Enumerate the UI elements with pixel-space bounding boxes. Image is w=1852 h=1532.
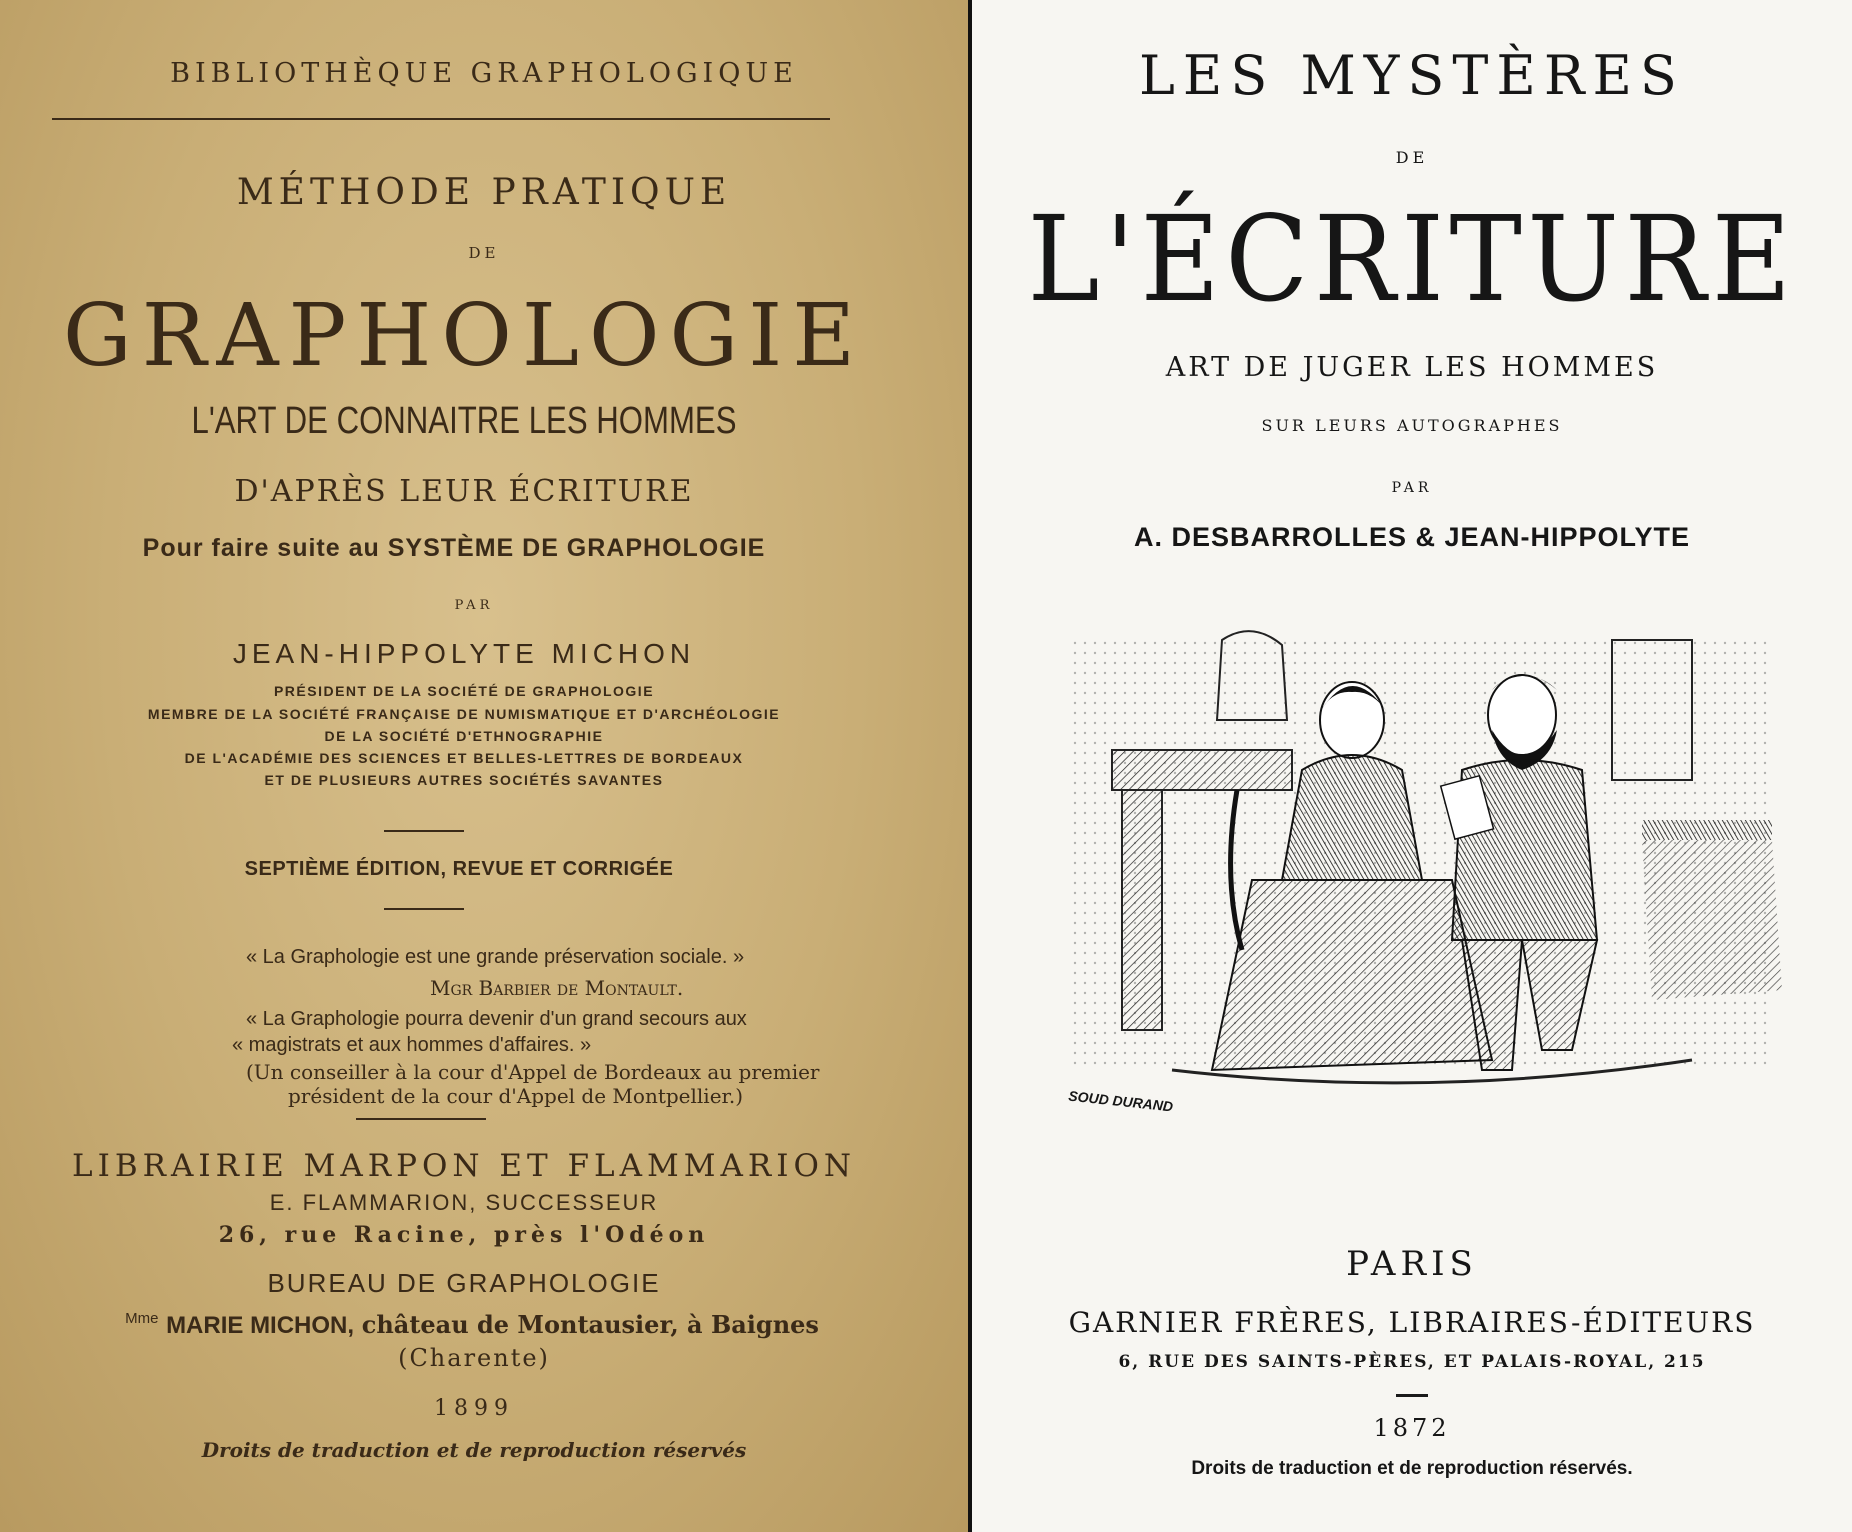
short-rule	[384, 908, 464, 910]
bureau-prefix: Mme	[125, 1310, 159, 1327]
subtitle-2: SUR LEURS AUTOGRAPHES	[1261, 416, 1563, 435]
credential-line: ET DE PLUSIEURS AUTRES SOCIÉTÉS SAVANTES	[264, 772, 664, 788]
subtitle-1: ART DE JUGER LES HOMMES	[1165, 352, 1659, 383]
quote-1-attribution: Mgr Barbier de Montault.	[430, 976, 684, 1000]
author-name: JEAN-HIPPOLYTE MICHON	[232, 638, 696, 669]
quote-2-attribution-2: président de la cour d'Appel de Montpellier.)	[288, 1084, 744, 1108]
publisher-address: 6, RUE DES SAINTS-PÈRES, ET PALAIS-ROYAL, 215	[1118, 1352, 1706, 1372]
title-line-1: LES MYSTÈRES	[1139, 44, 1685, 107]
publisher-successor: E. FLAMMARION, SUCCESSEUR	[269, 1190, 659, 1215]
subtitle-1: L'ART DE CONNAITRE LES HOMMES	[191, 400, 737, 442]
bureau-address	[0, 1310, 956, 1340]
par-label: PAR	[454, 598, 494, 613]
main-title: GRAPHOLOGIE	[63, 286, 865, 386]
publisher-name: LIBRAIRIE MARPON ET FLAMMARION	[71, 1148, 857, 1184]
engraver-signature: SOUD DURAND	[1067, 1087, 1174, 1115]
bureau-name: MARIE MICHON,	[166, 1312, 355, 1339]
subtitle-3: Pour faire suite au SYSTÈME DE GRAPHOLOGIE	[142, 534, 766, 562]
credential-line: PRÉSIDENT DE LA SOCIÉTÉ DE GRAPHOLOGIE	[273, 683, 655, 699]
authors: A. DESBARROLLES & JEAN-HIPPOLYTE	[1133, 522, 1691, 552]
bureau-region: (Charente)	[398, 1344, 550, 1372]
publication-year: 1899	[434, 1396, 514, 1421]
credential-line: DE LA SOCIÉTÉ D'ETHNOGRAPHIE	[324, 728, 604, 744]
right-title-page	[972, 0, 1852, 1532]
title-line-1: MÉTHODE PRATIQUE	[236, 172, 732, 213]
short-rule	[1396, 1394, 1428, 1397]
series-title: BIBLIOTHÈQUE GRAPHOLOGIQUE	[170, 58, 798, 89]
bureau-title: BUREAU DE GRAPHOLOGIE	[267, 1268, 661, 1298]
credential-line: MEMBRE DE LA SOCIÉTÉ FRANÇAISE DE NUMISMATIQUE ET D'ARCHÉOLOGIE	[147, 706, 781, 722]
edition-note: SEPTIÈME ÉDITION, REVUE ET CORRIGÉE	[244, 858, 674, 880]
rights-notice: Droits de traduction et de reproduction réservés.	[1191, 1458, 1633, 1479]
quote-1: « La Graphologie est une grande préservation sociale. »	[246, 946, 745, 968]
publication-year: 1872	[1373, 1414, 1451, 1442]
quote-2-line-1: « La Graphologie pourra devenir d'un grand secours aux	[246, 1008, 747, 1030]
publisher-name: GARNIER FRÈRES, LIBRAIRES-ÉDITEURS	[1068, 1306, 1756, 1339]
title-de: DE	[468, 244, 500, 262]
short-rule	[384, 830, 464, 832]
short-rule	[356, 1118, 486, 1120]
credential-line: DE L'ACADÉMIE DES SCIENCES ET BELLES-LETTRES DE BORDEAUX	[184, 750, 744, 766]
publisher-address: 26, rue Racine, près l'Odéon	[218, 1222, 710, 1248]
title-de: DE	[1395, 148, 1429, 167]
par-label: PAR	[1391, 480, 1433, 496]
engraving-illustration	[1052, 620, 1802, 1140]
quote-2-attribution-1: (Un conseiller à la cour d'Appel de Bordeaux au premier	[246, 1060, 820, 1084]
city: PARIS	[1346, 1244, 1478, 1284]
rights-notice: Droits de traduction et de reproduction réservés	[201, 1438, 747, 1462]
quote-2-line-2: « magistrats et aux hommes d'affaires. »	[232, 1034, 592, 1056]
header-rule	[52, 118, 830, 120]
bureau-location: château de Montausier, à Baignes	[361, 1310, 819, 1339]
main-title: L'ÉCRITURE	[1027, 190, 1797, 328]
subtitle-2: D'APRÈS LEUR ÉCRITURE	[234, 474, 694, 509]
